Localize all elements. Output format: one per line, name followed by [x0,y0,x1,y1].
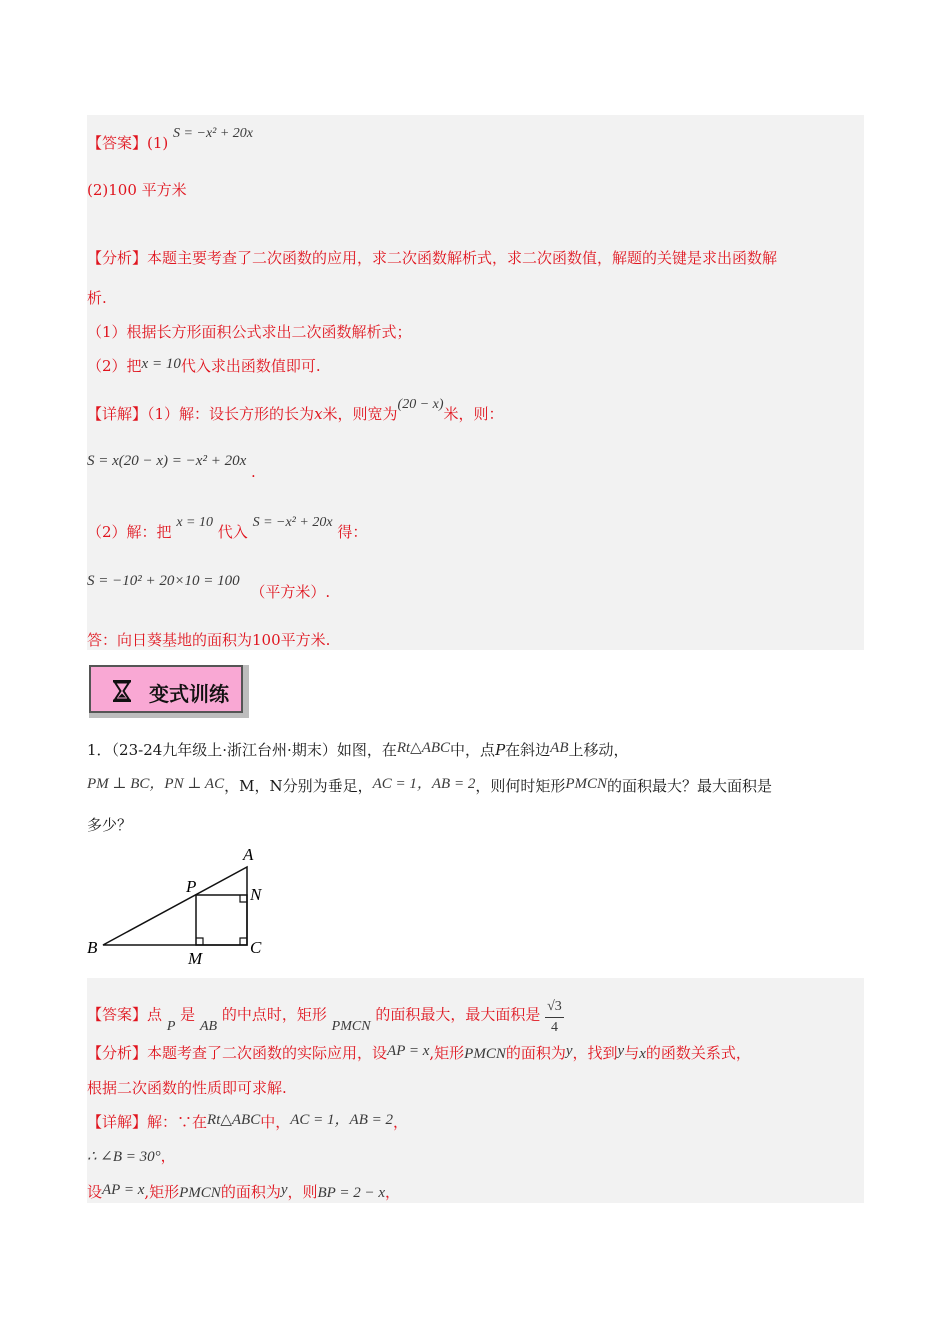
answer-tag: 【答案】 [87,134,148,152]
question-line-3: 多少？ [87,816,133,834]
detail-equation-2: S = −10² + 20×10 = 100 （平方米）. [87,573,331,601]
detail2-line-3: 设AP = x,矩形PMCN的面积为y，则BP = 2 − x， [87,1182,400,1201]
analysis2-line-1: 【分析】本题考查了二次函数的实际应用，设AP = x,矩形PMCN的面积为y，找到y与x的函数关系式， [87,1043,751,1062]
question-line-1: 1．（23-24九年级上·浙江台州·期末）如图，在Rt△ABC中，点P在斜边AB上移动， [87,740,629,759]
label-b: B [87,938,98,957]
banner-title: 变式训练 [149,682,229,706]
detail-tag: 【详解】 [87,405,148,423]
label-c: C [250,938,262,957]
detail2-tag: 【详解】 [87,1113,148,1131]
right-angle-mark-n [240,895,247,902]
right-angle-mark-m [196,938,203,945]
answer-line-1: 【答案】(1) S = −x² + 20x [87,126,254,152]
analysis-line-1: 【分析】本题主要考查了二次函数的应用，求二次函数解析式，求二次函数值，解题的关键是求出函数解 [87,249,778,267]
answer-formula: S = −x² + 20x [173,126,254,141]
label-p: P [186,877,197,896]
right-angle-mark-c [240,938,247,945]
analysis2-tag: 【分析】 [87,1044,148,1062]
question-line-2: PM ⊥ BC，PN ⊥ AC，M，N分别为垂足，AC = 1，AB = 2，则何时矩形PMCN的面积最大？最大面积是 [87,776,773,795]
analysis2-line-2: 根据二次函数的性质即可求解. [87,1079,287,1097]
detail-equation-1: S = x(20 − x) = −x² + 20x . [87,453,256,481]
rectangle-pmcn [196,895,247,945]
conclusion: 答：向日葵基地的面积为100平方米. [87,631,331,649]
label-n: N [250,885,262,904]
triangle-abc [103,867,247,945]
section-banner [89,665,249,718]
detail-line-1: 【详解】（1）解：设长方形的长为x米，则宽为(20 − x)米，则： [87,397,504,423]
detail2-line-2: ∴ ∠B = 30°， [87,1147,176,1165]
analysis-step-1: （1）根据长方形面积公式求出二次函数解析式； [87,323,412,341]
label-m: M [188,949,203,968]
answer2-tag: 【答案】 [87,1005,148,1024]
detail-line-2: （2）解：把 x = 10 代入 S = −x² + 20x 得： [87,515,368,541]
detail2-line-1: 【详解】解：∵在Rt△ABC中，AC = 1，AB = 2， [87,1112,409,1131]
analysis-step-2: （2）把x = 10代入求出函数值即可. [87,356,321,375]
triangle-figure [83,840,273,970]
hourglass-icon [111,679,133,703]
label-a: A [243,845,254,864]
analysis-tag: 【分析】 [87,249,148,267]
answer-fraction: $\frac{√3}{4}$ [547,999,562,1035]
answer-line-2: (2)100 平方米 [87,181,187,199]
answer2-line: 【答案】点 P 是 AB 的中点时，矩形 PMCN 的面积最大，最大面积是 $\frac{√3}{4}$ [87,995,564,1036]
analysis-line-2: 析. [87,289,107,307]
